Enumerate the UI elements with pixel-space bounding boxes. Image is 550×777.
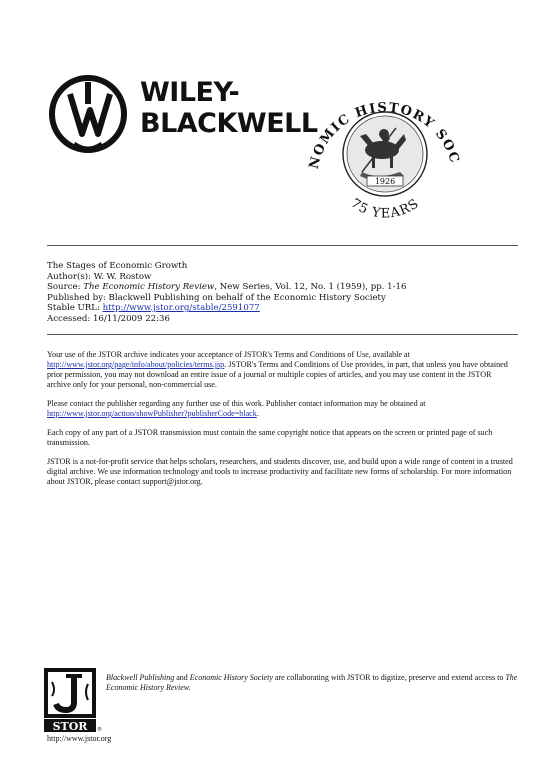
terms-paragraph-4: JSTOR is a not-for-profit service that helps scholars, researchers, and students discover, use, and build upon a wide range of content in a trusted digital archive. We use information technology and tools to increase productivity and facilitate new forms of scholarship. For more information about JSTOR, please contact support@jstor.org. [47, 457, 513, 486]
economic-history-society-seal [300, 76, 470, 226]
top-divider [47, 245, 518, 246]
jstor-wordmark: STOR [52, 720, 88, 733]
logo-line-wiley: WILEY- [140, 77, 240, 108]
wiley-blackwell-wordmark [140, 77, 318, 139]
article-title: The Stages of Economic Growth [47, 261, 188, 271]
stable-url-line: Stable URL: http://www.jstor.org/stable/2591077 [47, 303, 260, 313]
terms-paragraph-1: Your use of the JSTOR archive indicates your acceptance of JSTOR's Terms and Conditions of Use, available at http://www.jstor.org/page/info/about/policies/terms.jsp. JSTOR's Terms and Conditions of Use provides, in part, that unless you have obtained prior permission, you may not download an entire issue of a journal or multiple copies of articles, and you may use content in the JSTOR archive only for your personal, non-commercial use. [47, 350, 508, 389]
jstor-logo [44, 668, 100, 734]
svg-text:75 YEARS [348, 196, 422, 221]
source-journal: The Economic History Review [83, 282, 215, 292]
publisher-contact-link[interactable]: http://www.jstor.org/action/showPublisher?publisherCode=black [47, 409, 257, 418]
seal-anniversary: 75 YEARS [347, 196, 423, 222]
published-by-line: Published by: Blackwell Publishing on behalf of the Economic History Society [47, 292, 386, 303]
wiley-emblem-icon [44, 74, 136, 154]
stable-url-link[interactable]: http://www.jstor.org/stable/2591077 [102, 303, 260, 313]
author-name: W. W. Rostow [93, 271, 152, 282]
terms-paragraph-3: Each copy of any part of a JSTOR transmission must contain the same copyright notice that appears on the screen or printed page of such transmission. [47, 428, 493, 447]
terms-paragraph-2: Please contact the publisher regarding any further use of this work. Publisher contact information may be obtained at http://www.jstor.org/action/showPublisher?publisherCode=black. [47, 399, 426, 418]
seal-year: 1926 [374, 177, 396, 186]
collaboration-statement: Blackwell Publishing and Economic History Society are collaborating with JSTOR to digitize, preserve and extend access to The Economic History Review. [106, 673, 518, 692]
registered-mark-icon: ® [97, 727, 102, 733]
source-line: Source: The Economic History Review, New Series, Vol. 12, No. 1 (1959), pp. 1-16 [47, 282, 407, 292]
footer-publisher: Blackwell Publishing [106, 673, 175, 682]
wiley-blackwell-logo [44, 74, 318, 154]
footer-society: Economic History Society [189, 673, 273, 682]
seal-society-name: NOMIC HISTORY SOC [306, 100, 463, 171]
footer-journal: The Economic History Review. [106, 673, 518, 692]
terms-link[interactable]: http://www.jstor.org/page/info/about/policies/terms.jsp [47, 360, 225, 369]
accessed-line: Accessed: 16/11/2009 22:36 [47, 313, 170, 324]
author-line: Author(s): W. W. Rostow [47, 271, 152, 282]
logo-line-blackwell: BLACKWELL [140, 108, 318, 139]
terms-block [47, 350, 517, 496]
bottom-divider [47, 334, 518, 335]
citation-block [47, 261, 517, 324]
jstor-url[interactable]: http://www.jstor.org [47, 734, 112, 743]
